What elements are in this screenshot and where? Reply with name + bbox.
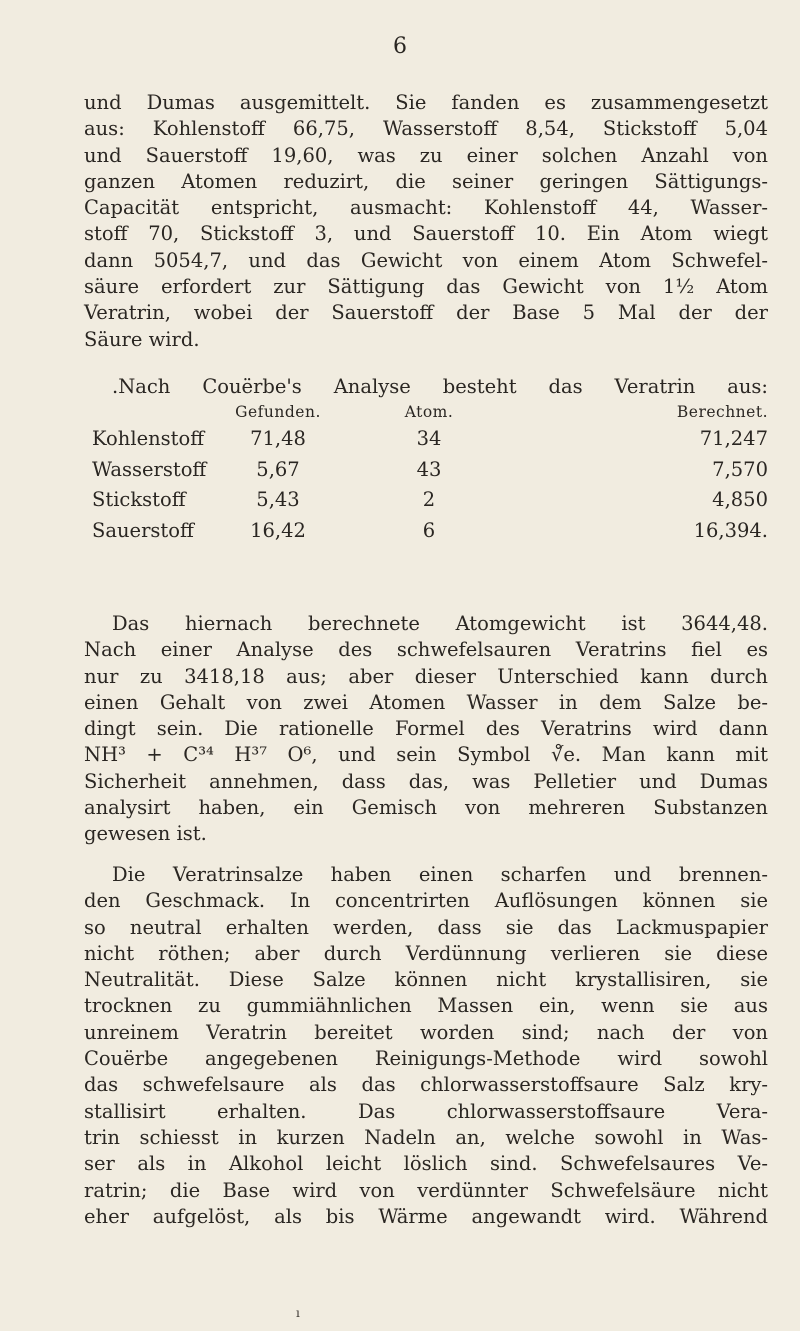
text-line: gewesen ist. [84, 822, 207, 846]
text-line: stallisirt erhalten. Das chlorwasserstoffsaure Vera- [84, 1099, 768, 1123]
paragraph-1-text [84, 90, 768, 353]
table-intro [84, 374, 768, 400]
text-line: ganzen Atomen reduzirt, die seiner geringen Sättigungs- [84, 169, 768, 193]
text-line: das schwefelsaure als das chlorwasserstoffsaure Salz kry- [84, 1073, 768, 1097]
text-line: trin schiesst in kurzen Nadeln an, welche sowohl in Was- [84, 1125, 768, 1149]
header-calc: Berechnet. [676, 403, 768, 421]
element-name: Wasserstoff [92, 457, 207, 481]
text-line: dann 5054,7, und das Gewicht von einem Atom Schwefel- [84, 248, 768, 272]
text-line: unreinem Veratrin bereitet worden sind; nach der von [84, 1020, 768, 1044]
text-line: und Sauerstoff 19,60, was zu einer solchen Anzahl von [84, 143, 768, 167]
header-atom: Atom. [404, 403, 454, 421]
element-name: Sauerstoff [92, 518, 194, 542]
text-line: nicht röthen; aber durch Verdünnung verlieren sie diese [84, 941, 768, 965]
table-row [92, 458, 768, 489]
text-line: ser als in Alkohol leicht löslich sind. Schwefelsaures Ve- [84, 1152, 768, 1176]
text-line: und Dumas ausgemittelt. Sie fanden es zusammengesetzt [84, 91, 768, 114]
found-value: 16,42 [250, 518, 306, 542]
calc-value: 71,247 [699, 427, 768, 450]
paragraph-2-text [84, 611, 768, 848]
found-value: 71,48 [250, 427, 306, 450]
element-name: Stickstoff [92, 488, 186, 511]
page-number: 6 [393, 34, 407, 59]
text-line: analysirt haben, ein Gemisch von mehreren Substanzen [84, 796, 768, 820]
table-row [92, 488, 768, 519]
text-line: eher aufgelöst, als bis Wärme angewandt wird. Während [84, 1204, 768, 1228]
text-line: Couërbe angegebenen Reinigungs-Methode wird sowohl [84, 1047, 768, 1071]
element-name: Kohlenstoff [92, 427, 205, 450]
footer-mark: ı [296, 1306, 300, 1320]
table-header-row [92, 403, 768, 427]
paragraph-3 [84, 862, 768, 1230]
text-line: stoff 70, Stickstoff 3, und Sauerstoff 10. Ein Atom wiegt [84, 222, 768, 246]
calc-value: 7,570 [712, 457, 768, 481]
text-line: so neutral erhalten werden, dass sie das Lackmuspapier [84, 915, 768, 939]
atom-value: 6 [422, 518, 436, 542]
paragraph-1 [84, 90, 768, 353]
found-value: 5,43 [256, 488, 300, 511]
text-line: Die Veratrinsalze haben einen scharfen und brennen- [112, 863, 768, 886]
text-line: Säure wird. [84, 327, 200, 351]
text-line: Capacität entspricht, ausmacht: Kohlenstoff 44, Wasser- [84, 196, 768, 220]
text-line: Veratrin, wobei der Sauerstoff der Base 5 Mal der der [84, 301, 768, 325]
text-line: Das hiernach berechnete Atomgewicht ist 3644,48. [112, 612, 768, 635]
atom-value: 43 [416, 457, 442, 481]
text-line: trocknen zu gummiähnlichen Massen ein, wenn sie aus [84, 994, 768, 1018]
table-row [92, 427, 768, 458]
text-line: Nach einer Analyse des schwefelsauren Veratrins fiel es [84, 638, 768, 662]
text-line: Sicherheit annehmen, dass das, was Pelletier und Dumas [84, 769, 768, 793]
analysis-table [92, 403, 768, 549]
text-line: säure erfordert zur Sättigung das Gewicht von 1½ Atom [84, 275, 768, 299]
text-line: aus: Kohlenstoff 66,75, Wasserstoff 8,54, Stickstoff 5,04 [84, 117, 768, 141]
calc-value: 4,850 [712, 488, 768, 511]
atom-value: 34 [416, 427, 442, 450]
table-intro-text [84, 374, 768, 400]
found-value: 5,67 [256, 457, 300, 481]
text-line: dingt sein. Die rationelle Formel des Veratrins wird dann [84, 717, 768, 741]
text-line: einen Gehalt von zwei Atomen Wasser in dem Salze be- [84, 690, 768, 714]
paragraph-2 [84, 611, 768, 848]
text-line: den Geschmack. In concentrirten Auflösungen können sie [84, 889, 768, 913]
text-line: nur zu 3418,18 aus; aber dieser Unterschied kann durch [84, 664, 768, 688]
atom-value: 2 [422, 488, 436, 511]
text-line: NH³ + C³⁴ H³⁷ O⁶, und sein Symbol √̊e. Man kann mit [84, 743, 768, 767]
text-line: Neutralität. Diese Salze können nicht krystallisiren, sie [84, 968, 768, 992]
paragraph-3-text [84, 862, 768, 1230]
text-line: ratrin; die Base wird von verdünnter Schwefelsäure nicht [84, 1178, 768, 1202]
table-row [92, 519, 768, 550]
text-line: .Nach Couërbe's Analyse besteht das Veratrin aus: [112, 375, 768, 398]
calc-value: 16,394. [693, 518, 768, 542]
header-found: Gefunden. [235, 403, 321, 421]
